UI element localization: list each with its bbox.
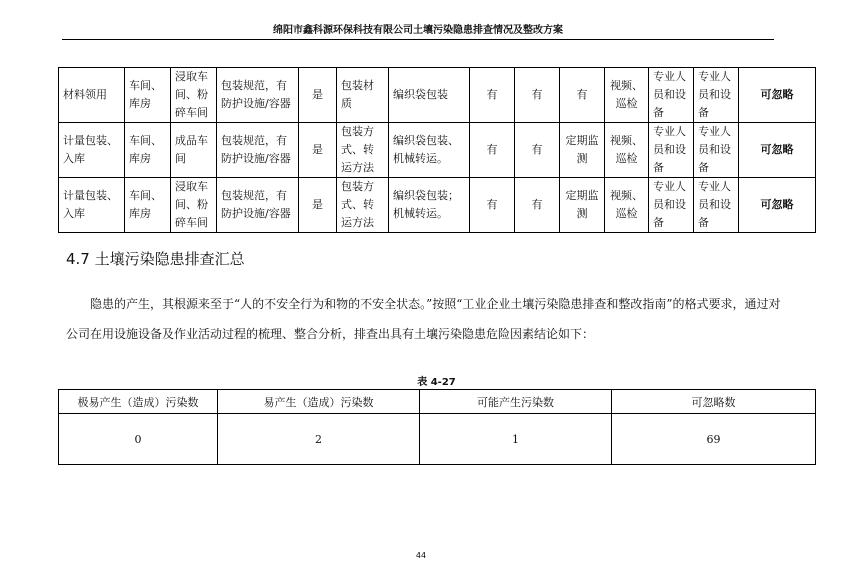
risk-table-cell: 编织袋包装；机械转运。	[389, 178, 470, 233]
table-caption: 表 4-27	[417, 377, 456, 388]
risk-table-cell: 专业人员和设备	[649, 68, 694, 123]
summary-value-cell: 2	[218, 414, 420, 465]
risk-table-row	[59, 68, 816, 123]
section-heading: 4.7 土壤污染隐患排查汇总	[66, 250, 245, 268]
risk-table-cell: 包装规范，有防护设施/容器	[217, 68, 299, 123]
risk-table-cell: 专业人员和设备	[694, 68, 739, 123]
risk-table-cell: 是	[299, 178, 337, 233]
summary-header-row	[59, 390, 816, 414]
summary-header-cell: 可忽略数	[612, 390, 816, 414]
risk-table-cell: 定期监测	[560, 178, 605, 233]
risk-table-cell: 成品车间	[171, 123, 217, 178]
header-divider	[62, 39, 774, 40]
risk-table-cell: 定期监测	[560, 123, 605, 178]
risk-table-cell: 专业人员和设备	[694, 123, 739, 178]
risk-table-cell: 有	[560, 68, 605, 123]
risk-table-cell: 有	[515, 123, 560, 178]
risk-assessment-table	[58, 67, 816, 233]
risk-table-cell: 有	[515, 68, 560, 123]
risk-table-cell: 视频、巡检	[605, 68, 649, 123]
risk-table-cell: 车间、库房	[125, 123, 171, 178]
risk-table-cell: 专业人员和设备	[694, 178, 739, 233]
risk-table-cell: 有	[470, 178, 515, 233]
risk-table-cell: 车间、库房	[125, 68, 171, 123]
section-paragraph: 隐患的产生，其根源来至于“人的不安全行为和物的不安全状态。”按照“工业企业土壤污染隐患排查和整改指南”的格式要求，通过对公司在用设施设备及作业活动过程的梳理、整合分析，排查出具有土壤污染隐患危险因素结论如下：	[66, 297, 781, 341]
risk-table-row	[59, 123, 816, 178]
risk-table-cell: 是	[299, 123, 337, 178]
risk-table-cell: 视频、巡检	[605, 123, 649, 178]
risk-table-cell: 浸取车间、粉碎车间	[171, 178, 217, 233]
risk-table-cell: 包装材质	[337, 68, 389, 123]
risk-table-cell: 材料领用	[59, 68, 125, 123]
risk-table-cell: 有	[470, 123, 515, 178]
risk-table-cell: 计量包装、入库	[59, 178, 125, 233]
page-number: 44	[415, 551, 427, 560]
risk-table-cell: 可忽略	[739, 123, 816, 178]
risk-table-cell: 有	[470, 68, 515, 123]
risk-table-cell: 包装规范，有防护设施/容器	[217, 123, 299, 178]
risk-table-cell: 视频、巡检	[605, 178, 649, 233]
summary-value-cell: 0	[59, 414, 218, 465]
summary-value-cell: 69	[612, 414, 816, 465]
summary-header-cell: 易产生（造成）污染数	[218, 390, 420, 414]
risk-table-cell: 编织袋包装	[389, 68, 470, 123]
summary-table	[58, 389, 816, 465]
risk-table-cell: 车间、库房	[125, 178, 171, 233]
risk-table-cell: 浸取车间、粉碎车间	[171, 68, 217, 123]
risk-table-row	[59, 178, 816, 233]
summary-value-row	[59, 414, 816, 465]
risk-table-cell: 可忽略	[739, 68, 816, 123]
risk-table-cell: 专业人员和设备	[649, 178, 694, 233]
risk-table-cell: 专业人员和设备	[649, 123, 694, 178]
risk-table-cell: 包装方式、转运方法	[337, 123, 389, 178]
risk-table-cell: 可忽略	[739, 178, 816, 233]
summary-header-cell: 极易产生（造成）污染数	[59, 390, 218, 414]
page-header-title: 绵阳市鑫科源环保科技有限公司土壤污染隐患排查情况及整改方案	[273, 25, 563, 36]
risk-table-cell: 计量包装、入库	[59, 123, 125, 178]
summary-value-cell: 1	[420, 414, 612, 465]
summary-header-cell: 可能产生污染数	[420, 390, 612, 414]
risk-table-cell: 包装方式、转运方法	[337, 178, 389, 233]
risk-table-cell: 编织袋包装、机械转运。	[389, 123, 470, 178]
risk-table-cell: 包装规范，有防护设施/容器	[217, 178, 299, 233]
risk-table-cell: 有	[515, 178, 560, 233]
risk-table-cell: 是	[299, 68, 337, 123]
